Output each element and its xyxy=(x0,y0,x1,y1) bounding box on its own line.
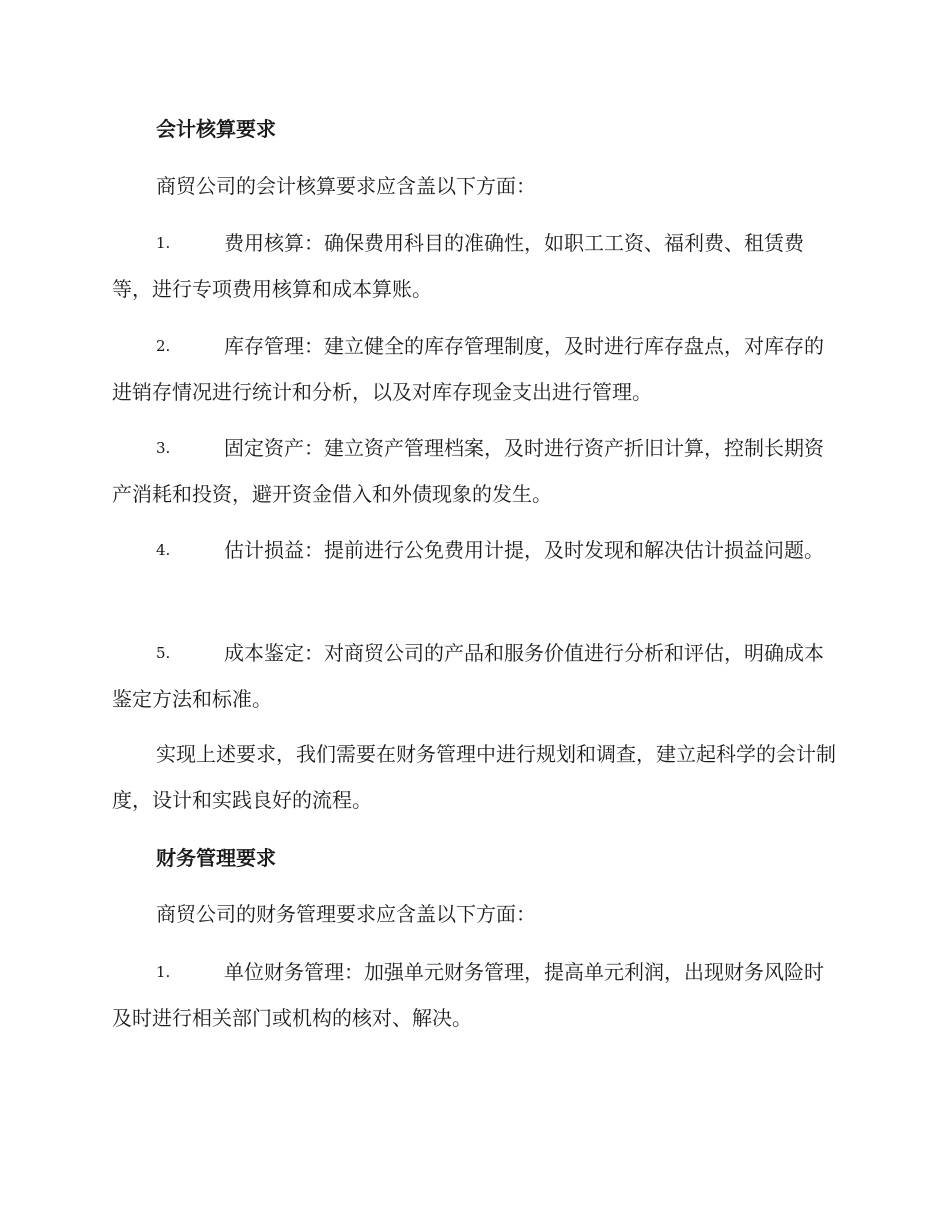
list-item xyxy=(112,630,836,722)
list-item-number: 4. xyxy=(156,541,171,559)
list-item-text: 估计损益：提前进行公免费用计提，及时发现和解决估计损益问题。 xyxy=(224,538,824,562)
section-heading-accounting: 会计核算要求 xyxy=(156,117,276,141)
list-item xyxy=(112,323,836,415)
list-item-number: 3. xyxy=(156,439,171,457)
section-heading-finance: 财务管理要求 xyxy=(156,846,276,870)
list-item xyxy=(112,220,836,312)
list-item xyxy=(112,425,836,517)
section-conclusion-accounting: 实现上述要求，我们需要在财务管理中进行规划和调查，建立起科学的会计制度，设计和实践良好的流程。 xyxy=(112,742,836,812)
list-item-number: 2. xyxy=(156,337,171,355)
list-item-number: 1. xyxy=(156,234,171,252)
list-item-text: 费用核算：确保费用科目的准确性，如职工工资、福利费、租赁费等，进行专项费用核算和成本算账。 xyxy=(112,231,804,301)
list-item-number: 1. xyxy=(156,963,171,981)
list-item-text: 库存管理：建立健全的库存管理制度，及时进行库存盘点，对库存的进销存情况进行统计和分析，以及对库存现金支出进行管理。 xyxy=(112,334,824,404)
list-item xyxy=(112,527,836,573)
list-item-text: 单位财务管理：加强单元财务管理，提高单元利润，出现财务风险时及时进行相关部门或机构的核对、解决。 xyxy=(112,960,824,1030)
section-intro-finance: 商贸公司的财务管理要求应含盖以下方面： xyxy=(156,902,536,926)
section-intro-accounting: 商贸公司的会计核算要求应含盖以下方面： xyxy=(156,174,536,198)
list-item-text: 固定资产：建立资产管理档案，及时进行资产折旧计算，控制长期资产消耗和投资，避开资金借入和外债现象的发生。 xyxy=(112,436,824,506)
list-item xyxy=(112,949,836,1041)
list-item-number: 5. xyxy=(156,644,171,662)
list-item-text: 成本鉴定：对商贸公司的产品和服务价值进行分析和评估，明确成本鉴定方法和标准。 xyxy=(112,641,824,711)
